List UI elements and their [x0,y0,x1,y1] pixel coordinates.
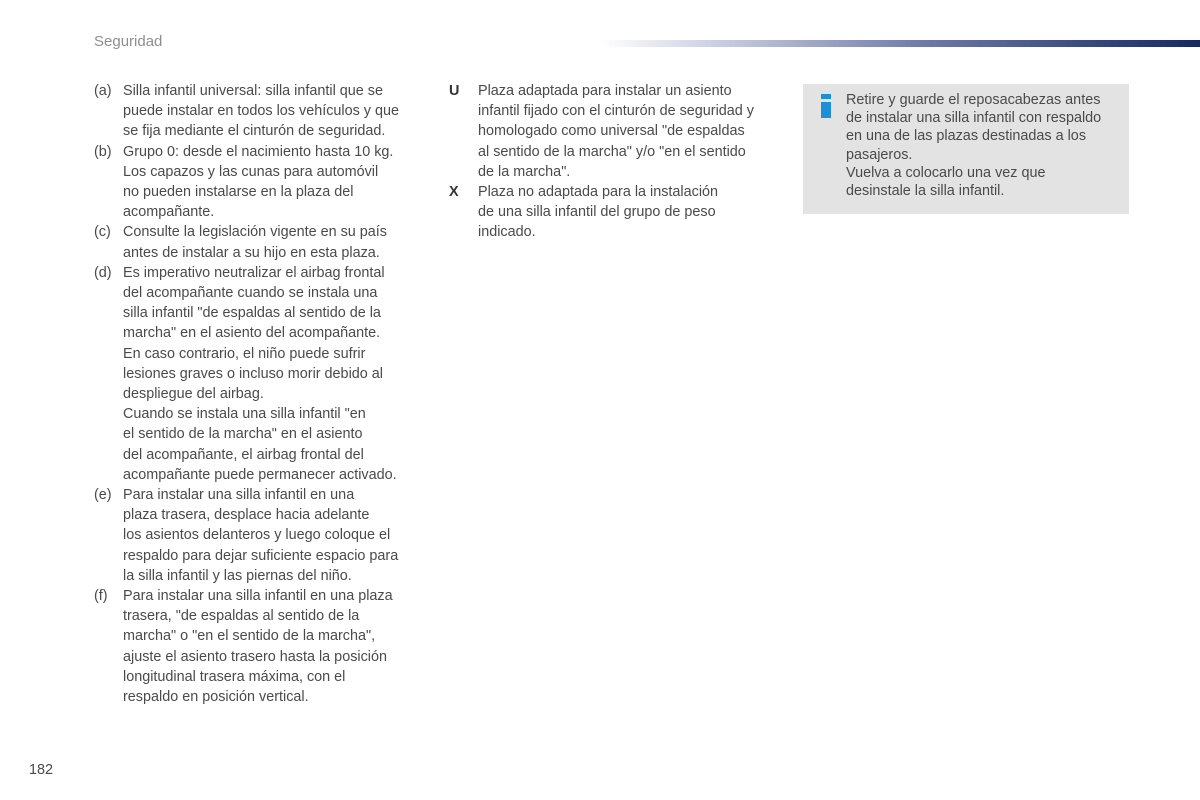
note-u [449,81,779,182]
note-mark: (b) [94,143,112,160]
info-text: Retire y guarde el reposacabezas antes de instalar una silla infantil con respaldo en una de las plazas destinadas a los pasajeros. Vuelva a colocarlo una vez que desinstale la silla infantil. [846,92,1102,200]
note-text: Es imperativo neutralizar el airbag frontal del acompañante cuando se instala una silla infantil "de espaldas al sentido de la marcha" en el asiento del acompañante. En caso contrario, el niño puede sufrir lesiones graves o incluso morir debido al despliegue del airbag. Cuando se instala una silla infantil "en el sentido de la marcha" en el asiento del acompañante, el airbag frontal del acompañante puede permanecer activado. [123,264,397,483]
left-notes-column [94,81,424,707]
note-x [449,182,779,243]
note-text: Para instalar una silla infantil en una plaza trasera, "de espaldas al sentido de la marcha" o "en el sentido de la marcha", ajuste el asiento trasero hasta la posición longitudinal trasera máxima, con el respaldo en posición vertical. [123,588,393,706]
note-f [94,586,424,707]
note-b [94,142,424,223]
note-text: Silla infantil universal: silla infantil que se puede instalar en todos los vehículos y que se fija mediante el cinturón de seguridad. [123,83,400,140]
note-d [94,263,424,485]
note-mark: (c) [94,224,111,241]
note-c [94,222,424,262]
note-mark: X [449,184,459,201]
mid-notes-column [449,81,779,243]
info-icon [819,94,833,118]
note-text: Plaza adaptada para instalar un asiento infantil fijado con el cinturón de seguridad y homologado como universal "de espaldas al sentido de la marcha" y/o "en el sentido de la marcha". [478,83,754,180]
info-box [803,84,1129,214]
note-mark: (f) [94,588,108,605]
note-text: Consulte la legislación vigente en su país antes de instalar a su hijo en esta plaza. [123,224,387,261]
header-gradient-bar [600,40,1200,47]
note-text: Plaza no adaptada para la instalación de una silla infantil del grupo de peso indicado. [478,184,719,241]
note-mark: U [449,83,460,99]
note-mark: (a) [94,83,112,99]
note-a [94,81,424,142]
note-mark: (e) [94,487,112,504]
note-mark: (d) [94,264,112,281]
note-e [94,485,424,586]
note-text: Para instalar una silla infantil en una plaza trasera, desplace hacia adelante los asientos delanteros y luego coloque el respaldo para dejar suficiente espacio para la silla infantil y las piernas del niño. [123,487,399,584]
note-text: Grupo 0: desde el nacimiento hasta 10 kg. Los capazos y las cunas para automóvil no pueden instalarse en la plaza del acompañante. [123,143,394,221]
section-title: Seguridad [94,33,163,50]
page-number: 182 [29,762,54,778]
